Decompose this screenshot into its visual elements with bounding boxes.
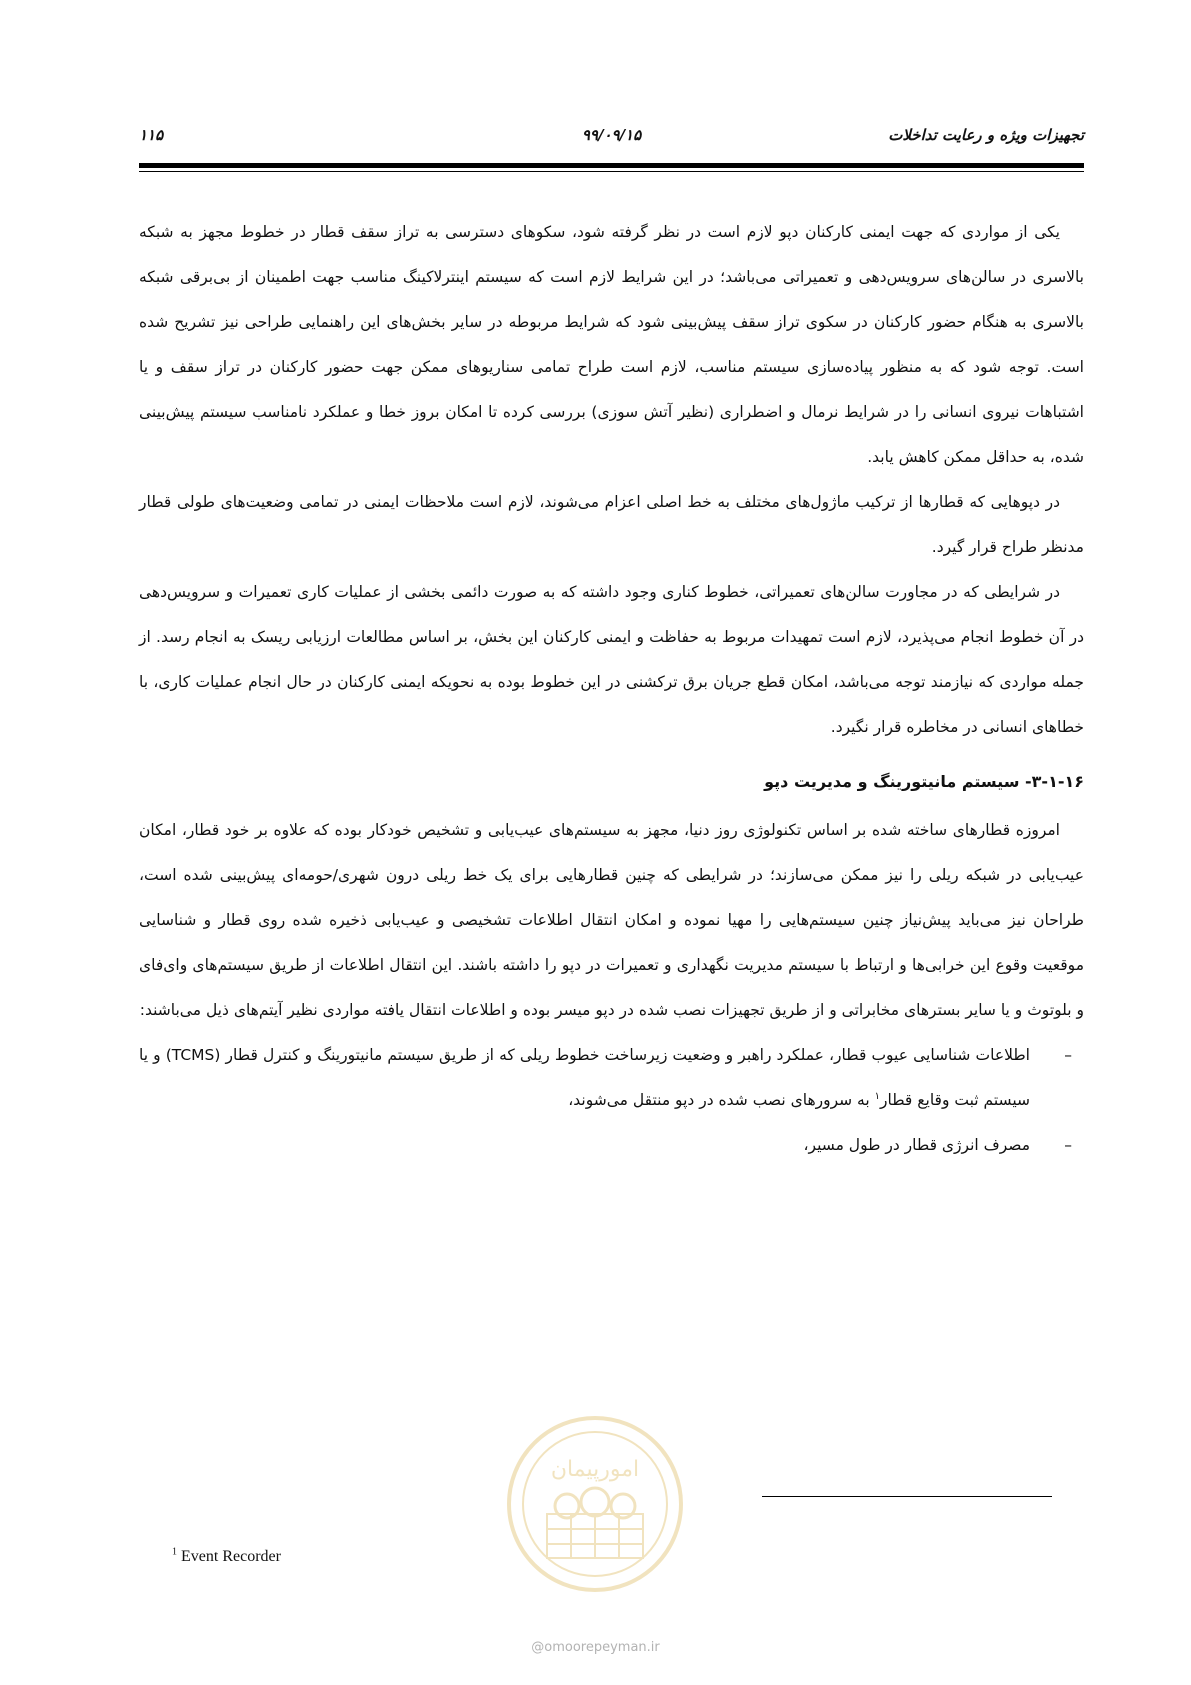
section-paragraph: امروزه قطارهای ساخته شده بر اساس تکنولوژی روز دنیا، مجهز به سیستم‌های عیب‌یابی و تشخیص خودکار بوده که علاوه بر خود قطار، امکان عیب‌یابی در شبکه ریلی را نیز ممکن می‌سازند؛ در شرایطی که چنین قطارهایی برای یک خط ریلی درون شهری/حومه‌ای پیش‌بینی شده است، طراحان نیز می‌باید پیش‌نیاز چنین سیستم‌هایی را مهیا نموده و امکان انتقال اطلاعات تشخیصی و عیب‌یابی ذخیره شده روی قطار و شناسایی موقعیت وقوع این خرابی‌ها و ارتباط با سیستم مدیریت نگهداری و تعمیرات در دپو را داشته باشند. این انتقال اطلاعات از طریق سیستم‌های وای‌فای و بلوتوث و یا سایر بسترهای مخابراتی و از طریق تجهیزات نصب شده در دپو میسر بوده و اطلاعات انتقال یافته مواردی نظیر آیتم‌های ذیل می‌باشند: <box>139 821 1084 1019</box>
section-heading: ۳-۱-۱۶- سیستم مانیتورینگ و مدیریت دپو <box>764 772 1084 791</box>
footnote <box>172 1548 281 1566</box>
page-header <box>139 126 1084 152</box>
footnote-ref[interactable]: ۱ <box>874 1090 880 1102</box>
header-divider <box>139 163 1084 168</box>
bullet-list <box>139 1033 1084 1168</box>
watermark-text[interactable]: @omoorepeyman.ir <box>531 1640 660 1655</box>
footnote-marker: 1 <box>172 1546 177 1558</box>
list-item-text: مصرف انرژی قطار در طول مسیر، <box>803 1136 1030 1154</box>
list-item-text: اطلاعات شناسایی عیوب قطار، عملکرد راهبر و وضعیت زیرساخت خطوط ریلی که از طریق سیستم مانیتورینگ و کنترل قطار (TCMS) و یا سیستم ثبت وقایع قطار <box>139 1046 1030 1109</box>
running-title: تجهیزات ویژه و رعایت تداخلات <box>888 126 1084 144</box>
page-body <box>139 210 1084 1168</box>
paragraph: یکی از مواردی که جهت ایمنی کارکنان دپو لازم است در نظر گرفته شود، سکوهای دسترسی به تراز سقف قطار در خطوط مجهز به شبکه بالاسری در سالن‌های سرویس‌دهی و تعمیراتی می‌باشد؛ در این شرایط لازم است که سیستم اینترلاکینگ مناسب جهت اطمینان از بی‌برقی شبکه بالاسری به هنگام حضور کارکنان در سکوی تراز سقف پیش‌بینی شود که شرایط مربوطه در سایر بخش‌های این راهنمایی طراحی نیز تشریح شده است. توجه شود که به منظور پیاده‌سازی سیستم مناسب، لازم است طراح تمامی سناریوهای ممکن جهت حضور کارکنان در تراز سقف و یا اشتباهات نیروی انسانی را در شرایط نرمال و اضطراری (نظیر آتش سوزی) بررسی کرده تا امکان بروز خطا و عملکرد نامناسب سیستم پیش‌بینی شده، به حداقل ممکن کاهش یابد. <box>139 223 1084 466</box>
footnote-divider <box>762 1496 1052 1497</box>
page-number: ۱۱۵ <box>139 126 164 144</box>
paragraph: در شرایطی که در مجاورت سالن‌های تعمیراتی، خطوط کناری وجود داشته که به صورت دائمی بخشی از عملیات کاری تعمیرات و سرویس‌دهی در آن خطوط انجام می‌پذیرد، لازم است تمهیدات مربوط به حفاظت و ایمنی کارکنان این بخش، بر اساس مطالعات ارزیابی ریسک به انجام رسد. از جمله مواردی که نیازمند توجه می‌باشد، امکان قطع جریان برق ترکشنی در این خطوط بوده به نحویکه ایمنی کارکنان در حال انجام عملیات کاری، با خطاهای انسانی در مخاطره قرار نگیرد. <box>139 583 1084 736</box>
watermark-logo-text: امورپیمان <box>550 1457 640 1482</box>
list-item <box>139 1033 1084 1123</box>
footnote-text: Event Recorder <box>181 1548 281 1565</box>
paragraph: در دپوهایی که قطارها از ترکیب ماژول‌های مختلف به خط اصلی اعزام می‌شوند، لازم است ملاحظات ایمنی در تمامی وضعیت‌های طولی قطار مدنظر طراح قرار گیرد. <box>139 493 1084 556</box>
list-item <box>139 1123 1084 1168</box>
list-item-text: به سرورهای نصب شده در دپو منتقل می‌شوند، <box>568 1091 875 1109</box>
header-date: ۹۹/۰۹/۱۵ <box>581 126 642 144</box>
watermark-logo <box>505 1414 685 1594</box>
